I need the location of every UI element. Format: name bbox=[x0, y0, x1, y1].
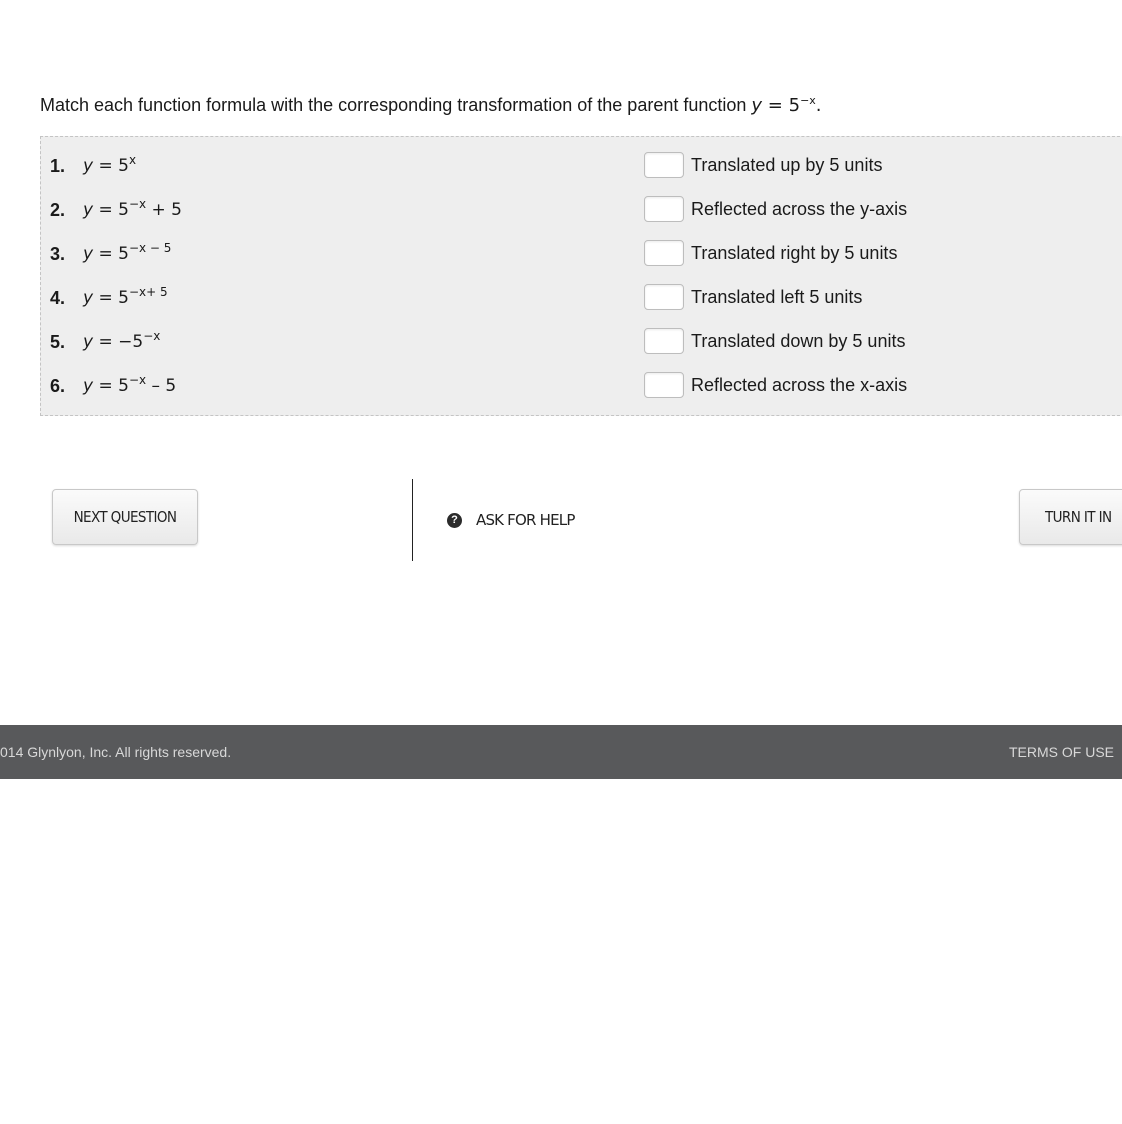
formula bbox=[83, 197, 182, 220]
formula-item-1 bbox=[50, 151, 136, 181]
formula-exponent: −x bbox=[128, 197, 147, 211]
drop-slot[interactable] bbox=[644, 372, 684, 398]
formula-y: y bbox=[83, 376, 94, 396]
formula-base: = 5 bbox=[93, 288, 129, 308]
formula-tail: + 5 bbox=[146, 200, 182, 220]
formula-number: 5. bbox=[50, 331, 66, 352]
transformation-label[interactable]: Reflected across the y-axis bbox=[691, 198, 908, 219]
transformation-item-4 bbox=[644, 282, 862, 312]
formula-exponent: −x bbox=[143, 329, 161, 343]
ask-for-help-link[interactable] bbox=[447, 508, 575, 532]
formula bbox=[83, 373, 177, 396]
drop-slot[interactable] bbox=[644, 284, 684, 310]
formula-number: 1. bbox=[50, 155, 66, 176]
formula-base: = 5 bbox=[93, 156, 129, 176]
formula bbox=[83, 241, 172, 264]
ask-for-help-label[interactable]: ASK FOR HELP bbox=[476, 511, 575, 529]
divider bbox=[412, 479, 413, 561]
formula-item-4 bbox=[50, 283, 168, 313]
formula-number: 4. bbox=[50, 287, 66, 308]
formula-base: = −5 bbox=[93, 332, 144, 352]
transformation-label[interactable]: Translated up by 5 units bbox=[691, 154, 883, 175]
footer bbox=[0, 725, 1122, 779]
formula-item-2 bbox=[50, 195, 182, 225]
instruction-text: Match each function formula with the corresponding transformation of the parent function bbox=[40, 95, 747, 115]
copyright-text: 014 Glynlyon, Inc. All rights reserved. bbox=[0, 744, 232, 760]
formula-base: = 5 bbox=[93, 376, 129, 396]
formula-exponent: −x bbox=[128, 373, 147, 387]
formula-base: = 5 bbox=[93, 200, 129, 220]
formula-y: y bbox=[83, 244, 94, 264]
parent-function bbox=[751, 95, 821, 116]
formula-number: 2. bbox=[50, 199, 66, 220]
formula-item-3 bbox=[50, 239, 171, 269]
transformation-label[interactable]: Translated right by 5 units bbox=[691, 242, 898, 263]
formula-exponent: x bbox=[128, 153, 137, 167]
next-question-button[interactable]: NEXT QUESTION bbox=[52, 489, 198, 545]
transformation-item-6 bbox=[644, 370, 907, 400]
formula-y: y bbox=[83, 288, 94, 308]
formula bbox=[83, 153, 137, 176]
parent-function-period: . bbox=[815, 95, 822, 116]
question-instruction bbox=[40, 93, 822, 118]
turn-it-in-button[interactable]: TURN IT IN bbox=[1019, 489, 1122, 545]
formula-exponent: −x+ 5 bbox=[128, 285, 168, 299]
transformation-item-2 bbox=[644, 194, 907, 224]
formula-base: = 5 bbox=[93, 244, 129, 264]
parent-function-base: = 5 bbox=[762, 95, 801, 116]
terms-of-use-link[interactable]: TERMS OF USE bbox=[1008, 744, 1114, 760]
formula-y: y bbox=[83, 332, 94, 352]
parent-function-exponent: −x bbox=[800, 94, 816, 107]
matching-area bbox=[40, 136, 1122, 416]
transformation-label[interactable]: Translated left 5 units bbox=[691, 286, 863, 307]
drop-slot[interactable] bbox=[644, 152, 684, 178]
formula-exponent: −x − 5 bbox=[128, 241, 172, 255]
formula bbox=[83, 285, 168, 308]
drop-slot[interactable] bbox=[644, 328, 684, 354]
transformation-item-5 bbox=[644, 326, 905, 356]
formula bbox=[83, 329, 161, 352]
transformation-label[interactable]: Translated down by 5 units bbox=[691, 330, 906, 351]
formula-item-5 bbox=[50, 327, 160, 357]
question-circle-icon[interactable]: ? bbox=[447, 513, 462, 528]
formula-number: 3. bbox=[50, 243, 66, 264]
formula-number: 6. bbox=[50, 375, 66, 396]
drop-slot[interactable] bbox=[644, 240, 684, 266]
formula-y: y bbox=[83, 200, 94, 220]
formula-y: y bbox=[83, 156, 94, 176]
formula-tail: – 5 bbox=[146, 376, 177, 396]
parent-function-y: y bbox=[751, 95, 763, 116]
transformation-item-3 bbox=[644, 238, 897, 268]
formula-item-6 bbox=[50, 371, 176, 401]
drop-slot[interactable] bbox=[644, 196, 684, 222]
transformation-item-1 bbox=[644, 150, 882, 180]
transformation-label[interactable]: Reflected across the x-axis bbox=[691, 374, 908, 395]
